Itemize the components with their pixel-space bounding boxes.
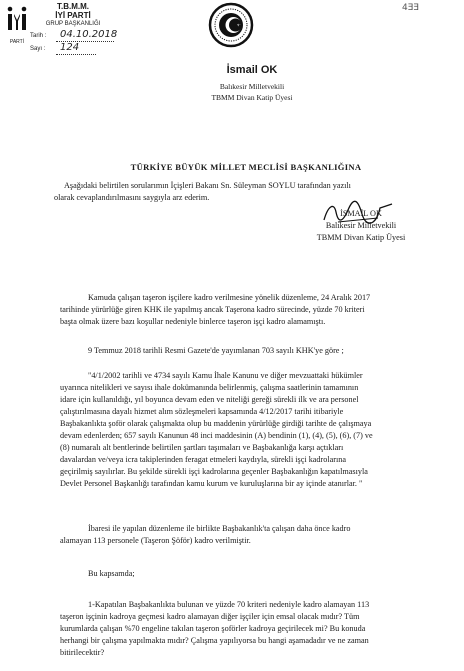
stamp-number-label: Sayı :: [30, 46, 46, 52]
signature-line-2: TBMM Divan Katip Üyesi: [316, 233, 406, 242]
page-number: 4ƎƎ: [402, 3, 420, 13]
body-line: 1-Kapatılan Başbakanlıkta bulunan ve yüzde 70 kriteri nedeniyle kadro alamayan 113: [88, 600, 370, 609]
body-paragraph-5: [88, 568, 288, 580]
party-sub-label: PARTİ: [9, 39, 25, 45]
quoted-regulation: [60, 370, 442, 490]
party-logo: [5, 4, 29, 45]
signature-line-1: Balıkesir Milletvekili: [325, 221, 397, 230]
mp-name: İsmail OK: [226, 64, 278, 76]
body-line: Kamuda çalışan taşeron işçilere kadro verilmesine yönelik düzenleme, 24 Aralık 2017: [88, 293, 371, 302]
body-line: idare için kullanıldığı, yıl boyunca devam eden ve niteliği gereği sürekli ilk ve ara personel: [60, 395, 359, 404]
body-line: "4/1/2002 tarihli ve 4734 sayılı Kamu İhale Kanunu ve diğer mevzuattaki hükümler: [88, 371, 363, 380]
stamp-party: İYİ PARTİ: [55, 11, 91, 20]
signature-block: [286, 208, 436, 244]
body-line: (8) numaralı alt bentlerinde belirtilen şartları taşımaları ve Başbakanlığa karşı açtıkları: [60, 443, 344, 452]
body-line: taşeron işçinin kadroya geçmesi kadro alamayan diğer işçiler için emsal olacak mıdır? Tüm: [60, 612, 360, 621]
intro-line: olarak cevaplandırılmasını saygıyla arz ederim.: [54, 193, 210, 202]
body-line: Devlet Personel Başkanlığı tarafından kamu kurum ve kuruluşlarına bir ay içinde atanırlar. ": [60, 479, 363, 488]
body-line: herhangi bir çalışma yapılmakta mıdır? Çalışma yapılıyorsa bu hangi aşamadadır ve ne zaman: [60, 636, 369, 645]
body-line: alamayan 113 personele (Taşeron Şöför) kadro verilmiştir.: [60, 536, 251, 545]
document-heading: TÜRKİYE BÜYÜK MİLLET MECLİSİ BAŞKANLIĞINA: [130, 162, 362, 172]
body-line: uyarınca nitelikleri ve sayısı ihale dokümanında belirlenmiş, çalışma saatlerinin tamamının: [60, 383, 359, 392]
stamp-group: GRUP BAŞKANLIĞI: [45, 21, 101, 27]
stamp-number-value: 124: [60, 42, 80, 53]
stamp-title: T.B.M.M.: [57, 2, 89, 11]
stamp-date-label: Tarih :: [30, 33, 47, 39]
body-line: başta olmak üzere bazı koşullar nedeniyle binlerce taşeron işçi kadro alamamıştı.: [60, 317, 326, 326]
body-line: kurumlarda çalışan %70 engeline takılan taşeron şoförler kadroya geçirilecek mi? Bu konuda: [60, 624, 366, 633]
body-line: 9 Temmuz 2018 tarihli Resmi Gazete'de yayımlanan 703 sayılı KHK'ye göre ;: [88, 346, 344, 355]
body-line: devam edenlerden; 657 sayılı Kanunun 48 inci maddesinin (A) bendinin (1), (4), (5), (6), (7) ve: [60, 431, 373, 440]
body-paragraph-4: [60, 523, 442, 547]
stamp-date-row: [30, 29, 120, 40]
body-line: tarihinde yürürlüğe giren KHK ile yapılmış ancak Taşerona kadro sürecinde, yüzde 70 kriteri: [60, 305, 365, 314]
body-line: Bu kapsamda;: [88, 569, 135, 578]
stamp-number-row: [30, 42, 120, 53]
body-paragraph-1: [60, 292, 442, 328]
body-line: davalardan ve/veya icra takiplerinden feragat etmeleri kaydıyla, sürekli işçi kadrolarına: [60, 455, 346, 464]
tbmm-seal-icon: [208, 2, 254, 48]
stamp-date-value: 04.10.2018: [60, 29, 118, 40]
signature-name: İSMAİL OK: [340, 209, 382, 218]
body-line: İbaresi ile yapılan düzenleme ile birlikte Başbakanlık'ta çalışan daha önce kadro: [88, 524, 351, 533]
body-line: bitirilecektir?: [60, 648, 105, 657]
question-1: [60, 599, 442, 659]
body-paragraph-2: [88, 345, 440, 357]
body-line: geçirilmiş sayılırlar. Bu şekilde sürekli işçi kadrolarına geçenler Başbakanlığın kapatılmasıyla: [60, 467, 368, 476]
mp-title-2: TBMM Divan Katip Üyesi: [211, 93, 293, 102]
group-stamp: [30, 2, 116, 29]
body-line: Başbakanlıkta şoför olarak çalışmakta olup bu maddenin yürürlüğe girdiği tarihte de çalışmaya: [60, 419, 372, 428]
intro-line: Aşağıdaki belirtilen sorularımın İçişleri Bakanı Sn. Süleyman SOYLU tarafından yazılı: [64, 181, 351, 190]
body-line: çalıştırılmasına dayalı hizmet alım sözleşmeleri kapsamında 4/12/2017 tarihi itibariyle: [60, 407, 344, 416]
mp-title-1: Balıkesir Milletvekili: [219, 82, 285, 91]
